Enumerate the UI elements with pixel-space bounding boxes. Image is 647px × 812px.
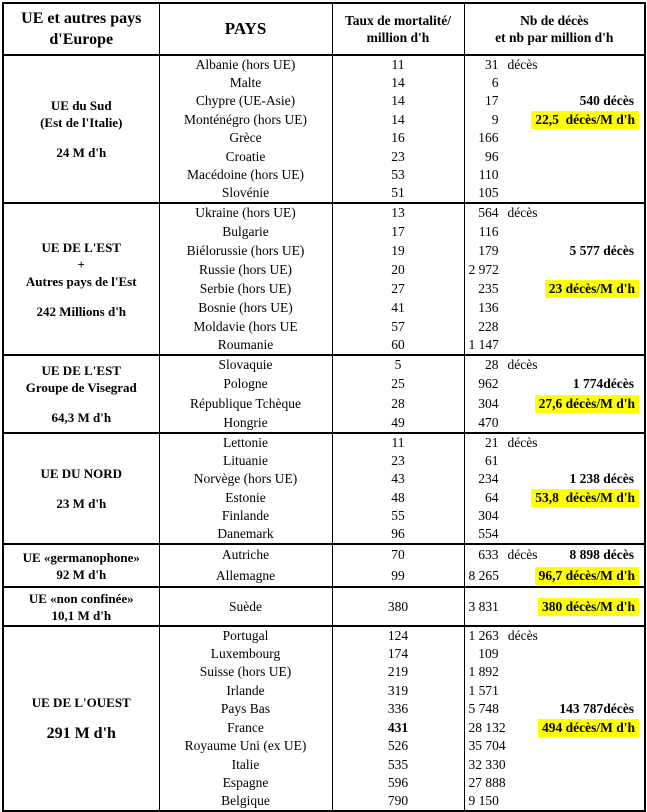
region-group <box>3 626 645 811</box>
deaths-cell-content <box>465 93 645 109</box>
mortality-rate: 14 <box>332 111 464 130</box>
deaths-cell <box>464 92 645 111</box>
mortality-rate: 99 <box>332 566 464 588</box>
group-label-line: 291 M d'h <box>46 724 116 742</box>
mortality-rate: 19 <box>332 241 464 260</box>
country-name: Moldavie (hors UE <box>159 317 332 336</box>
deaths-cell-content <box>465 567 645 585</box>
country-name: Slovénie <box>159 185 332 204</box>
country-name: Russie (hors UE) <box>159 260 332 279</box>
deaths-count: 110 <box>478 167 499 183</box>
deaths-cell-content <box>465 149 645 165</box>
mortality-rate: 380 <box>332 587 464 626</box>
group-summary-highlighted: 27,6 décès/M d'h <box>535 395 639 413</box>
group-label-cell <box>3 626 159 811</box>
deaths-cell <box>464 587 645 626</box>
deaths-count: 304 <box>478 508 499 524</box>
country-name: France <box>159 719 332 738</box>
mortality-rate: 28 <box>332 394 464 414</box>
mortality-rate: 13 <box>332 203 464 222</box>
mortality-rate: 43 <box>332 470 464 489</box>
deaths-cell-content <box>465 701 645 717</box>
group-label-spacer <box>4 482 159 495</box>
deaths-cell-content <box>465 719 645 737</box>
group-label-line: + <box>77 256 85 272</box>
deaths-cell <box>464 793 645 812</box>
group-summary-highlighted: 23 décès/M d'h <box>545 280 639 298</box>
deaths-cell <box>464 489 645 508</box>
mortality-rate: 790 <box>332 793 464 812</box>
deaths-cell-content <box>465 130 645 146</box>
group-label-spacer <box>4 290 159 303</box>
mortality-rate: 20 <box>332 260 464 279</box>
deaths-unit-label: décès <box>507 547 538 563</box>
country-name: Macédoine (hors UE) <box>159 166 332 185</box>
deaths-cell-content <box>465 508 645 524</box>
mortality-rate: 219 <box>332 663 464 682</box>
mortality-rate: 25 <box>332 375 464 395</box>
header-taux-line2: million d'h <box>366 30 430 45</box>
deaths-unit-label: décès <box>507 56 538 72</box>
deaths-cell <box>464 507 645 526</box>
mortality-rate: 319 <box>332 682 464 701</box>
deaths-cell <box>464 682 645 701</box>
header-nb <box>464 3 645 55</box>
deaths-cell-content <box>465 111 645 129</box>
group-label-cell <box>3 544 159 587</box>
mortality-rate: 17 <box>332 222 464 241</box>
country-name: Malte <box>159 74 332 93</box>
mortality-rate: 48 <box>332 489 464 508</box>
mortality-rate: 596 <box>332 774 464 793</box>
group-label-cell <box>3 355 159 433</box>
deaths-cell-content <box>465 185 645 201</box>
country-name: Croatie <box>159 148 332 167</box>
deaths-cell-content <box>465 280 645 298</box>
deaths-cell-content <box>465 75 645 91</box>
deaths-cell <box>464 626 645 645</box>
deaths-count: 470 <box>478 414 499 430</box>
header-taux <box>332 3 464 55</box>
deaths-cell <box>464 774 645 793</box>
mortality-rate: 57 <box>332 317 464 336</box>
country-name: Bosnie (hors UE) <box>159 298 332 317</box>
country-name: Roumanie <box>159 336 332 355</box>
deaths-cell <box>464 737 645 756</box>
deaths-cell <box>464 203 645 222</box>
group-label-line: Autres pays de l'Est <box>25 273 137 289</box>
deaths-cell-content <box>465 57 645 73</box>
group-summary-highlighted: 96,7 décès/M d'h <box>535 567 639 585</box>
deaths-cell-content <box>465 224 645 240</box>
deaths-cell-content <box>465 337 645 353</box>
group-label-spacer <box>4 131 159 144</box>
country-name: Luxembourg <box>159 645 332 664</box>
header-pays: PAYS <box>159 3 332 55</box>
country-row <box>3 433 645 452</box>
deaths-cell <box>464 452 645 471</box>
country-name: Norvège (hors UE) <box>159 470 332 489</box>
country-name: Allemagne <box>159 566 332 588</box>
deaths-count: 8 265 <box>468 567 499 583</box>
country-name: Irlande <box>159 682 332 701</box>
country-name: Monténégro (hors UE) <box>159 111 332 130</box>
deaths-cell <box>464 355 645 375</box>
country-name: Suisse (hors UE) <box>159 663 332 682</box>
country-row <box>3 55 645 74</box>
deaths-cell <box>464 241 645 260</box>
deaths-cell-content <box>465 395 645 413</box>
country-name: Hongrie <box>159 414 332 434</box>
country-name: Chypre (UE-Asie) <box>159 92 332 111</box>
group-label-line: UE DE L'OUEST <box>31 694 131 710</box>
group-summary: 540 décès <box>579 93 634 109</box>
header-region <box>3 3 159 55</box>
country-row <box>3 355 645 375</box>
deaths-cell-content <box>465 526 645 542</box>
group-summary-highlighted: 494 décès/M d'h <box>538 719 639 737</box>
region-group <box>3 55 645 203</box>
group-label-line: Groupe de Visegrad <box>25 380 137 395</box>
deaths-count: 304 <box>478 395 499 411</box>
mortality-rate: 27 <box>332 279 464 298</box>
header-taux-line1: Taux de mortalité/ <box>345 13 451 28</box>
group-label-spacer <box>4 396 159 409</box>
deaths-cell-content <box>465 489 645 507</box>
table-header <box>3 3 645 55</box>
country-name: République Tchèque <box>159 394 332 414</box>
mortality-rate: 11 <box>332 55 464 74</box>
header-region-line2: d'Europe <box>49 31 114 48</box>
deaths-cell <box>464 375 645 395</box>
deaths-count: 1 263 <box>468 627 499 643</box>
group-label-cell <box>3 587 159 626</box>
mortality-rate: 336 <box>332 700 464 719</box>
country-row <box>3 203 645 222</box>
group-summary: 143 787décès <box>559 701 634 717</box>
country-row <box>3 587 645 626</box>
header-row <box>3 3 645 55</box>
deaths-count: 5 748 <box>468 701 499 717</box>
country-name: Danemark <box>159 526 332 545</box>
deaths-cell <box>464 719 645 738</box>
group-summary: 1 774décès <box>572 376 634 392</box>
deaths-cell <box>464 414 645 434</box>
mortality-rate: 14 <box>332 92 464 111</box>
mortality-rate: 14 <box>332 74 464 93</box>
deaths-count: 554 <box>478 526 499 542</box>
deaths-count: 1 147 <box>468 337 499 352</box>
deaths-cell-content <box>465 628 645 644</box>
mortality-table <box>2 2 646 812</box>
mortality-rate: 526 <box>332 737 464 756</box>
deaths-count: 96 <box>485 148 499 164</box>
deaths-unit-label: décès <box>507 627 538 643</box>
country-name: Autriche <box>159 544 332 566</box>
mortality-rate: 23 <box>332 148 464 167</box>
country-name: Slovaquie <box>159 355 332 375</box>
country-name: Serbie (hors UE) <box>159 279 332 298</box>
country-name: Grèce <box>159 129 332 148</box>
country-name: Lettonie <box>159 433 332 452</box>
deaths-count: 109 <box>478 645 499 661</box>
mortality-rate: 5 <box>332 355 464 375</box>
group-label-line: 10,1 M d'h <box>51 607 112 623</box>
deaths-cell <box>464 394 645 414</box>
mortality-rate: 53 <box>332 166 464 185</box>
deaths-cell <box>464 566 645 588</box>
deaths-count: 564 <box>478 205 499 220</box>
deaths-count: 35 704 <box>468 738 506 754</box>
mortality-rate: 41 <box>332 298 464 317</box>
mortality-rate: 70 <box>332 544 464 566</box>
deaths-cell <box>464 74 645 93</box>
deaths-cell <box>464 298 645 317</box>
mortality-rate: 11 <box>332 433 464 452</box>
deaths-cell <box>464 336 645 355</box>
deaths-cell <box>464 433 645 452</box>
deaths-count: 31 <box>485 56 499 72</box>
country-name: Royaume Uni (ex UE) <box>159 737 332 756</box>
country-row <box>3 544 645 566</box>
deaths-cell <box>464 700 645 719</box>
group-label-line: UE du Sud <box>50 98 112 113</box>
deaths-cell-content <box>465 775 645 791</box>
country-name: Bulgarie <box>159 222 332 241</box>
header-region-line1: UE et autres pays <box>21 10 142 27</box>
deaths-cell-content <box>465 738 645 754</box>
group-label-line: UE DE L'EST <box>41 239 121 255</box>
region-group <box>3 587 645 626</box>
deaths-cell <box>464 260 645 279</box>
country-name: Albanie (hors UE) <box>159 55 332 74</box>
deaths-count: 1 892 <box>468 664 499 680</box>
deaths-count: 962 <box>478 376 499 392</box>
header-nb-line1: Nb de décès <box>520 13 589 28</box>
deaths-cell-content <box>465 453 645 469</box>
deaths-cell-content <box>465 646 645 662</box>
group-summary-highlighted: 53,8 décès/M d'h <box>531 489 639 507</box>
region-group <box>3 355 645 433</box>
deaths-count: 116 <box>478 223 499 239</box>
mortality-rate: 51 <box>332 185 464 204</box>
deaths-cell <box>464 111 645 130</box>
mortality-rate: 174 <box>332 645 464 664</box>
deaths-cell <box>464 317 645 336</box>
deaths-count: 21 <box>485 434 499 450</box>
deaths-cell <box>464 166 645 185</box>
deaths-cell <box>464 185 645 204</box>
header-nb-line2: et nb par million d'h <box>495 30 614 45</box>
deaths-cell-content <box>465 376 645 392</box>
deaths-unit-label: décès <box>507 357 538 373</box>
country-name: Finlande <box>159 507 332 526</box>
deaths-cell <box>464 544 645 566</box>
deaths-cell-content <box>465 664 645 680</box>
region-group <box>3 203 645 355</box>
mortality-rate: 431 <box>332 719 464 738</box>
country-name: Suède <box>159 587 332 626</box>
group-label-line: 92 M d'h <box>56 566 107 582</box>
mortality-rate: 60 <box>332 336 464 355</box>
deaths-cell <box>464 756 645 775</box>
country-name: Ukraine (hors UE) <box>159 203 332 222</box>
mortality-rate: 23 <box>332 452 464 471</box>
group-label-line: 64,3 M d'h <box>51 410 112 425</box>
country-name: Biélorussie (hors UE) <box>159 241 332 260</box>
deaths-cell <box>464 55 645 74</box>
deaths-cell-content <box>465 793 645 809</box>
deaths-count: 3 831 <box>468 598 499 614</box>
deaths-cell-content <box>465 757 645 773</box>
deaths-count: 136 <box>478 299 499 315</box>
deaths-unit-label: décès <box>507 434 538 450</box>
deaths-cell <box>464 279 645 298</box>
group-label-line: (Est de l'Italie) <box>40 115 123 130</box>
deaths-count: 234 <box>478 471 499 487</box>
group-label-cell <box>3 203 159 355</box>
deaths-count: 28 <box>485 357 499 373</box>
group-summary-highlighted: 22,5 décès/M d'h <box>531 111 639 129</box>
mortality-rate: 124 <box>332 626 464 645</box>
deaths-count: 235 <box>478 280 499 296</box>
deaths-cell-content <box>465 415 645 431</box>
deaths-count: 27 888 <box>468 775 506 791</box>
group-label-line: 24 M d'h <box>56 145 107 160</box>
deaths-count: 105 <box>478 185 499 201</box>
deaths-cell-content <box>465 435 645 451</box>
deaths-cell <box>464 148 645 167</box>
country-name: Belgique <box>159 793 332 812</box>
deaths-cell-content <box>465 683 645 699</box>
country-name: Espagne <box>159 774 332 793</box>
deaths-count: 64 <box>485 489 499 505</box>
deaths-cell <box>464 129 645 148</box>
group-label-line: UE «germanophone» <box>22 549 140 565</box>
deaths-count: 1 571 <box>468 682 499 698</box>
deaths-cell-content <box>465 262 645 278</box>
country-row <box>3 626 645 645</box>
group-label-line: UE DU NORD <box>40 466 123 481</box>
deaths-count: 32 330 <box>468 756 506 772</box>
deaths-cell-content <box>465 471 645 487</box>
deaths-count: 6 <box>491 74 499 90</box>
country-name: Italie <box>159 756 332 775</box>
group-label-cell <box>3 433 159 544</box>
group-summary: 8 898 décès <box>569 547 634 563</box>
deaths-count: 9 <box>491 111 499 127</box>
group-label-spacer <box>4 711 159 724</box>
deaths-cell-content <box>465 300 645 316</box>
deaths-count: 179 <box>478 242 499 258</box>
deaths-cell-content <box>465 167 645 183</box>
mortality-rate: 49 <box>332 414 464 434</box>
deaths-cell <box>464 526 645 545</box>
mortality-rate: 535 <box>332 756 464 775</box>
deaths-count: 633 <box>478 547 499 563</box>
country-name: Pologne <box>159 375 332 395</box>
deaths-count: 228 <box>478 318 499 334</box>
deaths-count: 2 972 <box>468 261 499 277</box>
country-name: Pays Bas <box>159 700 332 719</box>
deaths-cell-content <box>465 243 645 259</box>
group-label-line: UE DE L'EST <box>41 363 121 378</box>
deaths-cell-content <box>465 598 645 616</box>
region-group <box>3 544 645 587</box>
deaths-count: 9 150 <box>468 793 499 809</box>
deaths-cell <box>464 645 645 664</box>
region-group <box>3 433 645 544</box>
deaths-count: 61 <box>485 452 499 468</box>
country-name: Estonie <box>159 489 332 508</box>
group-summary: 5 577 décès <box>569 242 634 258</box>
deaths-count: 17 <box>485 93 499 109</box>
deaths-cell <box>464 222 645 241</box>
deaths-cell-content <box>465 205 645 221</box>
deaths-cell-content <box>465 357 645 373</box>
group-label-line: UE «non confinée» <box>28 590 134 606</box>
deaths-count: 166 <box>478 130 499 146</box>
mortality-rate: 16 <box>332 129 464 148</box>
group-summary-highlighted: 380 décès/M d'h <box>538 598 639 616</box>
mortality-rate: 55 <box>332 507 464 526</box>
country-name: Lituanie <box>159 452 332 471</box>
deaths-cell-content <box>465 319 645 335</box>
deaths-cell-content <box>465 547 645 563</box>
mortality-rate: 96 <box>332 526 464 545</box>
deaths-unit-label: décès <box>507 205 538 220</box>
deaths-cell <box>464 663 645 682</box>
group-label-cell <box>3 55 159 203</box>
deaths-count: 28 132 <box>468 719 506 735</box>
group-label-line: 23 M d'h <box>56 496 107 511</box>
country-name: Portugal <box>159 626 332 645</box>
group-summary: 1 238 décès <box>569 471 634 487</box>
group-label-line: 242 Millions d'h <box>36 303 127 319</box>
deaths-cell <box>464 470 645 489</box>
